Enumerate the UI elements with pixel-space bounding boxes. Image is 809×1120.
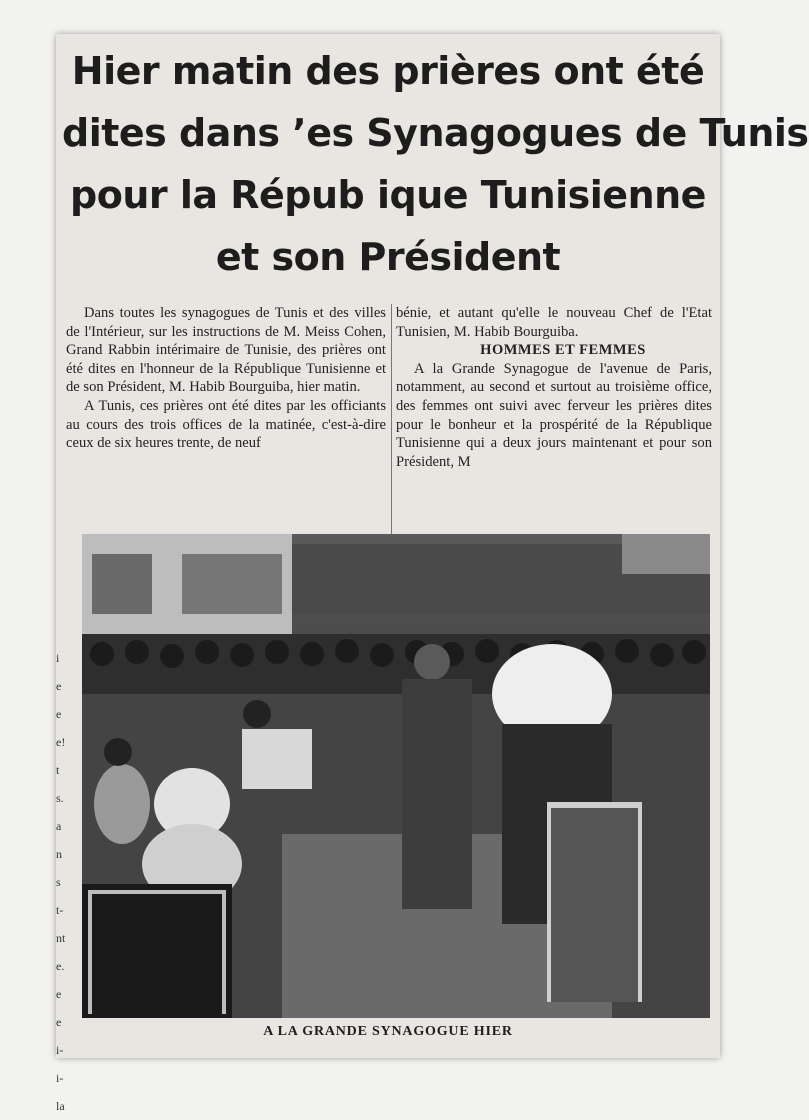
margin-fragment: i-	[56, 1043, 64, 1057]
headline-line-1: Hier matin des prières ont été	[71, 49, 705, 93]
newspaper-clipping	[56, 34, 809, 1113]
margin-fragment: la	[56, 1099, 65, 1113]
margin-fragment: nt	[56, 931, 66, 945]
article-paragraph: Dans toutes les synagogues de Tunis et des villes de l'Intérieur, sur les instructions de M. Meiss Cohen, Grand Rabbin intérimaire de Tunisie, des prières ont été dites en l'honneur de la République Tunisienne et de son Président, M. Habib Bourguiba, hier matin.	[66, 305, 386, 396]
headline-line-2: dites dans ’es Synagogues de Tunis	[62, 111, 809, 155]
margin-fragment: i	[56, 651, 60, 665]
margin-fragment: s.	[56, 791, 64, 805]
article-subhead: HOMMES ET FEMMES	[480, 342, 646, 359]
photo-illustration	[82, 534, 710, 1018]
column-divider	[391, 304, 392, 552]
article-paragraph: A la Grande Synagogue de l'avenue de Paris, notamment, au second et surtout au troisième office, des femmes ont suivi avec ferveur les prières dites pour le bonheur et la prospérité de la République Tunisienne qui a deux jours maintenant et pour son Président, M	[396, 360, 712, 470]
margin-text-fragments	[56, 644, 70, 1113]
margin-fragment: e	[56, 987, 62, 1001]
margin-fragment: e	[56, 707, 62, 721]
margin-fragment: e!	[56, 735, 66, 749]
synagogue-photo	[82, 534, 710, 1018]
article-body	[66, 304, 714, 552]
article-column-left	[66, 304, 386, 552]
margin-fragment: s	[56, 875, 61, 889]
article-paragraph: bénie, et autant qu'elle le nouveau Chef de l'Etat Tunisien, M. Habib Bourguiba.	[396, 305, 712, 340]
margin-fragment: t-	[56, 903, 64, 917]
margin-fragment: n	[56, 847, 62, 861]
margin-fragment: i-	[56, 1071, 64, 1085]
margin-fragment: e	[56, 679, 62, 693]
margin-fragment: t	[56, 763, 60, 777]
margin-fragment: a	[56, 819, 62, 833]
headline-line-3: pour la Répub ique Tunisienne	[70, 173, 706, 217]
margin-fragment: e	[56, 1015, 62, 1029]
photo-caption: A LA GRANDE SYNAGOGUE HIER	[263, 1024, 513, 1039]
headline-line-4: et son Président	[215, 235, 561, 279]
article-column-right	[396, 304, 712, 552]
headline	[62, 40, 809, 288]
margin-fragment: e.	[56, 959, 65, 973]
article-paragraph: A Tunis, ces prières ont été dites par les officiants au cours des trois offices de la matinée, c'est-à-dire ceux de six heures trente, de neuf	[66, 397, 386, 452]
